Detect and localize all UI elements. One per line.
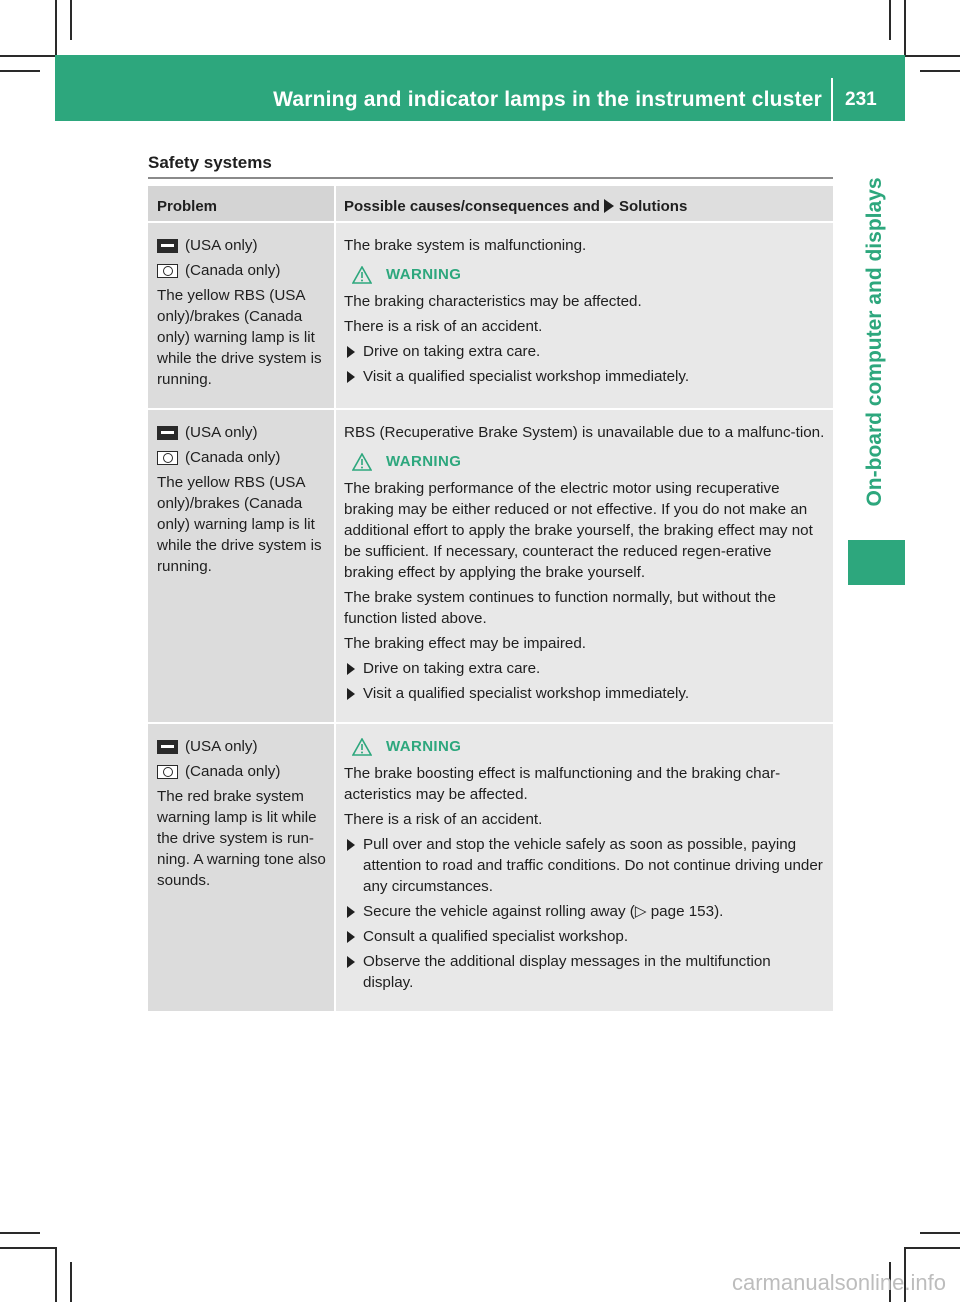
crop-mark xyxy=(920,1232,960,1234)
lamp-label: (Canada only) xyxy=(185,763,281,780)
lamp-line xyxy=(157,736,329,757)
bullet-arrow-icon xyxy=(347,688,355,700)
bullet-arrow-icon xyxy=(347,663,355,675)
brake-circle-lamp-icon xyxy=(157,765,178,779)
rbs-lamp-icon xyxy=(157,426,178,440)
bullet-text: Drive on taking extra care. xyxy=(363,660,541,677)
detail-text: The braking performance of the electric motor using recuperative braking may be either reduced or not effective. If you do not make an additional effort to apply the brake yourself, the braking effect may not be sufficient. If necessary, counteract the reduced regen-erative braking effect by applying the brake yourself. xyxy=(344,480,813,581)
problem-description: The yellow RBS (USA only)/brakes (Canada only) warning lamp is lit while the drive system is running. xyxy=(157,474,322,575)
table-row xyxy=(148,223,833,408)
crop-mark xyxy=(55,0,57,55)
crop-mark xyxy=(70,0,72,40)
brake-circle-lamp-icon xyxy=(157,264,178,278)
solutions-header-text: Possible causes/consequences and xyxy=(344,198,600,215)
problem-cell xyxy=(148,724,334,1011)
bullet-text: Pull over and stop the vehicle safely as soon as possible, paying attention to road and traffic conditions. Do not continue driving under any circumstances. xyxy=(363,836,823,895)
cause-text: RBS (Recuperative Brake System) is unavailable due to a malfunc-tion. xyxy=(344,424,825,441)
problem-column-header: Problem xyxy=(148,186,334,221)
section-heading: Safety systems xyxy=(148,153,272,172)
warning-label: WARNING xyxy=(386,738,462,755)
list-item xyxy=(344,834,825,897)
crop-mark xyxy=(920,70,960,72)
warning-line xyxy=(352,264,825,285)
page-title: Warning and indicator lamps in the instrument cluster xyxy=(273,88,822,111)
bullet-arrow-icon xyxy=(347,906,355,918)
crop-mark xyxy=(905,1247,960,1249)
warning-line xyxy=(352,451,825,472)
side-tab-title: On-board computer and displays xyxy=(863,177,886,507)
watermark: carmanualsonline.info xyxy=(731,1270,946,1295)
bullet-arrow-icon xyxy=(347,371,355,383)
solutions-header-label: Solutions xyxy=(618,198,688,215)
warning-triangle-icon xyxy=(352,738,372,756)
lamp-line xyxy=(157,422,329,443)
list-item xyxy=(344,901,825,922)
bullet-arrow-icon xyxy=(347,346,355,358)
table-row xyxy=(148,410,833,722)
solution-cell xyxy=(336,724,833,1011)
brake-circle-lamp-icon xyxy=(157,451,178,465)
lamp-line xyxy=(157,235,329,256)
lamp-line xyxy=(157,260,329,281)
lamp-label: (USA only) xyxy=(185,738,258,755)
detail-text: There is a risk of an accident. xyxy=(344,811,543,828)
warning-triangle-icon xyxy=(352,453,372,471)
bullet-arrow-icon xyxy=(347,956,355,968)
page-number: 231 xyxy=(845,89,877,110)
lamp-label: (Canada only) xyxy=(185,449,281,466)
rbs-lamp-icon xyxy=(157,239,178,253)
lamp-label: (Canada only) xyxy=(185,262,281,279)
warning-label: WARNING xyxy=(386,453,462,470)
brake-lamp-icon xyxy=(157,740,178,754)
detail-text: The braking effect may be impaired. xyxy=(344,635,586,652)
lamp-label: (USA only) xyxy=(185,237,258,254)
list-item xyxy=(344,683,825,704)
table-header-row xyxy=(148,186,833,221)
warning-triangle-icon xyxy=(352,266,372,284)
crop-mark xyxy=(0,70,40,72)
problem-table xyxy=(148,186,833,1011)
detail-text: The brake boosting effect is malfunctioning and the braking char-acteristics may be affected. xyxy=(344,765,781,803)
side-tab-marker xyxy=(848,540,905,585)
crop-mark xyxy=(904,0,906,55)
bullet-text: Consult a qualified specialist workshop. xyxy=(363,928,629,945)
solutions-column-header xyxy=(336,186,833,221)
crop-mark xyxy=(889,0,891,40)
bullet-arrow-icon xyxy=(347,839,355,851)
crop-mark xyxy=(0,1247,55,1249)
bullet-text: Drive on taking extra care. xyxy=(363,343,541,360)
detail-text: The brake system continues to function normally, but without the function listed above. xyxy=(344,589,776,627)
crop-mark xyxy=(70,1262,72,1302)
crop-mark xyxy=(0,55,55,57)
table-row xyxy=(148,724,833,1011)
list-item xyxy=(344,926,825,947)
bullet-text: Secure the vehicle against rolling away (▷ page 153). xyxy=(363,903,724,920)
crop-mark xyxy=(55,1247,57,1302)
cause-text: The brake system is malfunctioning. xyxy=(344,237,587,254)
arrow-icon xyxy=(604,199,614,213)
list-item xyxy=(344,366,825,387)
list-item xyxy=(344,951,825,993)
header-divider xyxy=(831,78,833,121)
bullet-text: Observe the additional display messages in the multifunction display. xyxy=(363,953,771,991)
problem-description: The red brake system warning lamp is lit while the drive system is run-ning. A warning tone also sounds. xyxy=(157,788,326,889)
problem-description: The yellow RBS (USA only)/brakes (Canada only) warning lamp is lit while the drive system is running. xyxy=(157,287,322,388)
section-divider xyxy=(148,177,833,179)
detail-text: There is a risk of an accident. xyxy=(344,318,543,335)
lamp-line xyxy=(157,447,329,468)
lamp-label: (USA only) xyxy=(185,424,258,441)
lamp-line xyxy=(157,761,329,782)
solution-cell xyxy=(336,410,833,722)
warning-label: WARNING xyxy=(386,266,462,283)
bullet-text: Visit a qualified specialist workshop immediately. xyxy=(363,368,690,385)
crop-mark xyxy=(905,55,960,57)
problem-cell xyxy=(148,410,334,722)
solution-cell xyxy=(336,223,833,408)
bullet-text: Visit a qualified specialist workshop immediately. xyxy=(363,685,690,702)
bullet-arrow-icon xyxy=(347,931,355,943)
detail-text: The braking characteristics may be affected. xyxy=(344,293,642,310)
warning-line xyxy=(352,736,825,757)
crop-mark xyxy=(0,1232,40,1234)
list-item xyxy=(344,658,825,679)
problem-cell xyxy=(148,223,334,408)
list-item xyxy=(344,341,825,362)
